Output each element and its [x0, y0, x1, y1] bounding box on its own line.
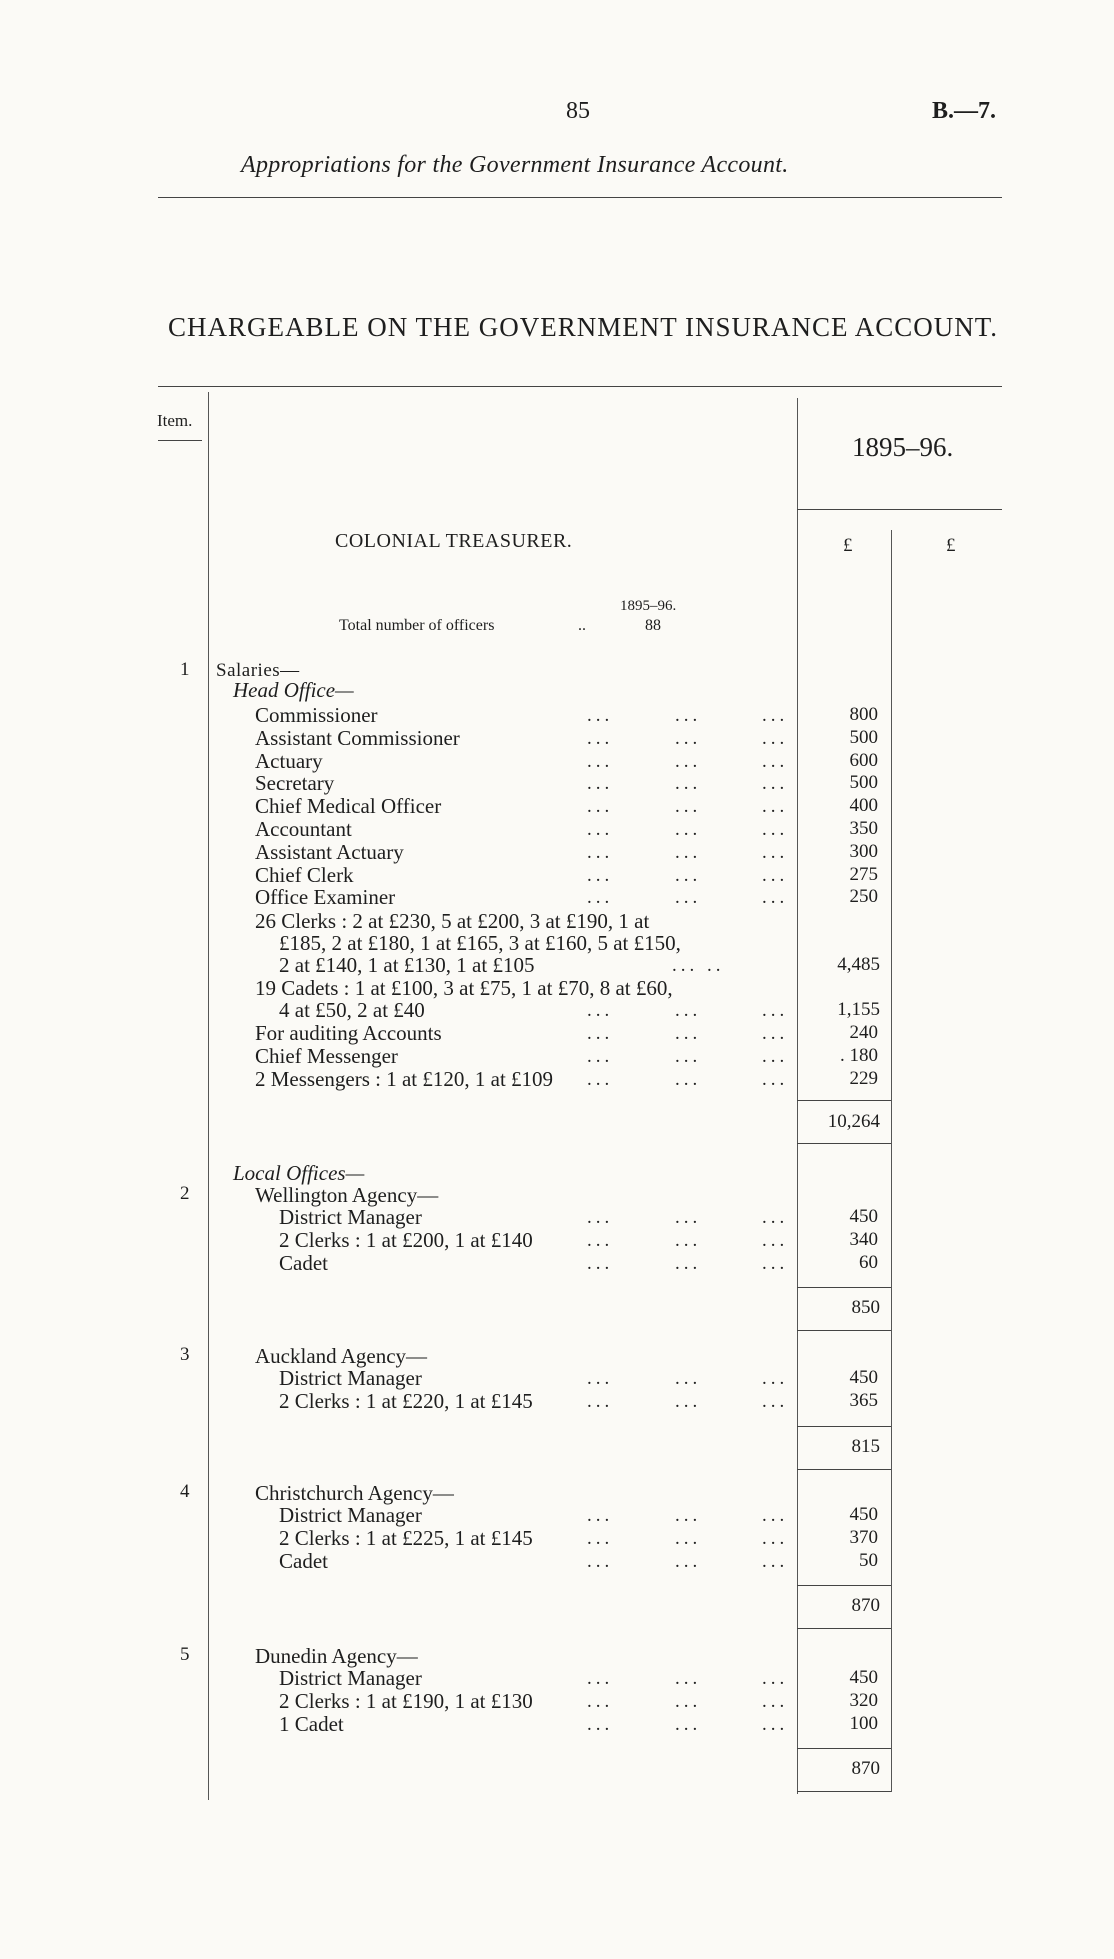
leader-dots: ... [675, 1023, 702, 1044]
pound-sign-total: £ [946, 535, 956, 556]
leader-dots: ... [675, 1690, 702, 1712]
agency-total-rule [797, 1585, 891, 1586]
ledger-row-label: 1 Cadet [279, 1711, 344, 1736]
ledger-row-amount: 800 [849, 704, 878, 725]
leader-dots: ... [762, 796, 789, 818]
agency-total-underline [797, 1469, 891, 1470]
leader-dots: ... [587, 773, 614, 795]
leader-dots: ... [675, 1368, 702, 1389]
department-heading: COLONIAL TREASURER. [335, 530, 573, 552]
leader-dots: ... [762, 705, 789, 726]
ledger-row-amount: 370 [849, 1526, 878, 1548]
cadets-leader-1: ... [587, 1000, 614, 1021]
ledger-row-amount: 275 [849, 863, 878, 885]
pound-sign-amount: £ [843, 535, 853, 556]
leader-dots: ... [675, 705, 702, 726]
total-column-rule [891, 530, 892, 1792]
cadets-leader-3: ... [762, 1000, 789, 1021]
leader-dots: ... [587, 1229, 614, 1251]
ledger-row-amount: 500 [849, 772, 878, 794]
leader-dots: ... [762, 773, 789, 795]
ledger-row-label: Accountant [255, 817, 352, 841]
leader-dots: ... [587, 796, 614, 818]
item-column-header: Item. [157, 411, 193, 430]
year-column-header: 1895–96. [852, 432, 954, 462]
leader-dots: ... [675, 819, 702, 840]
leader-dots: ... [587, 887, 614, 909]
ledger-row-label: For auditing Accounts [255, 1021, 442, 1045]
agency-name: Auckland Agency— [255, 1344, 428, 1368]
leader-dots: ... [675, 1550, 702, 1572]
leader-dots: ... [762, 1690, 789, 1712]
item-number: 4 [180, 1481, 190, 1502]
officers-label: Total number of officers [339, 617, 495, 634]
ledger-row-amount: 240 [849, 1022, 878, 1043]
agency-total: 850 [851, 1297, 880, 1319]
leader-dots: ... [762, 1527, 789, 1549]
item-header-rule [158, 440, 202, 441]
ledger-row-amount: 365 [849, 1389, 878, 1411]
leader-dots: ... [762, 1045, 789, 1067]
ledger-row-amount: 340 [849, 1228, 878, 1250]
leader-dots: ... [675, 750, 702, 772]
running-title: Appropriations for the Government Insurance Account. [241, 152, 789, 178]
ledger-row-label: 2 Clerks : 1 at £200, 1 at £140 [279, 1227, 533, 1252]
ledger-row-label: Commissioner [255, 703, 378, 727]
leader-dots: ... [762, 887, 789, 909]
leader-dots: ... [587, 1550, 614, 1572]
leader-dots: ... [675, 1390, 702, 1412]
header-rule [158, 197, 1002, 198]
clerks-line-2: £185, 2 at £180, 1 at £165, 3 at £160, 5 at £150, [279, 931, 681, 955]
leader-dots: ... [762, 1368, 789, 1389]
leader-dots: ... [587, 1713, 614, 1735]
ledger-row-label: 2 Clerks : 1 at £190, 1 at £130 [279, 1688, 533, 1713]
leader-dots: ... [587, 1068, 614, 1090]
ledger-row-amount: 600 [849, 749, 878, 771]
ledger-row-label: Chief Messenger [255, 1043, 398, 1068]
head-office-total: 10,264 [827, 1111, 880, 1132]
ledger-row-amount: 500 [849, 726, 878, 748]
salaries-label: Salaries— [216, 660, 300, 681]
agency-total-rule [797, 1426, 891, 1427]
head-office-total-rule [797, 1100, 891, 1101]
leader-dots: ... [675, 1068, 702, 1090]
leader-dots: ... [762, 1713, 789, 1735]
leader-dots: ... [587, 819, 614, 840]
leader-dots: ... [675, 1045, 702, 1067]
local-offices-label: Local Offices— [233, 1161, 365, 1185]
leader-dots: ... [675, 1229, 702, 1251]
leader-dots: ... [587, 1045, 614, 1067]
page-number: 85 [566, 98, 590, 124]
leader-dots: ... [762, 1207, 789, 1228]
leader-dots: ... [762, 1229, 789, 1251]
leader-dots: ... [762, 1023, 789, 1044]
leader-dots: ... [587, 1023, 614, 1044]
agency-total: 870 [851, 1595, 880, 1617]
leader-dots: ... [675, 864, 702, 886]
ledger-row-amount: 400 [849, 795, 878, 817]
ledger-row-amount: 450 [849, 1504, 878, 1525]
ledger-row-label: Chief Clerk [255, 862, 354, 887]
ledger-row-label: Chief Medical Officer [255, 794, 442, 819]
leader-dots: ... [762, 1505, 789, 1526]
ledger-row-label: District Manager [279, 1205, 422, 1229]
ledger-row-amount: 250 [849, 886, 878, 908]
agency-name: Dunedin Agency— [255, 1644, 418, 1668]
cadets-line-2: 4 at £50, 2 at £40 [279, 998, 425, 1022]
ledger-row-label: Office Examiner [255, 885, 396, 910]
agency-name: Wellington Agency— [255, 1183, 439, 1207]
ledger-row-amount: 300 [849, 840, 878, 862]
leader-dots: ... [762, 841, 789, 863]
ledger-row-amount: 450 [849, 1667, 878, 1688]
ledger-row-amount: 50 [859, 1549, 878, 1571]
leader-dots: ... [675, 796, 702, 818]
leader-dots: ... [675, 1207, 702, 1228]
year-header-rule [797, 509, 1002, 510]
ledger-row-label: Assistant Commissioner [255, 725, 460, 750]
leader-dots: ... [762, 864, 789, 886]
ledger-row-amount: 450 [849, 1367, 878, 1388]
leader-dots: ... [675, 1505, 702, 1526]
ledger-row-amount: 229 [849, 1067, 878, 1089]
officers-leader: .. [578, 617, 586, 634]
ledger-row-label: 2 Clerks : 1 at £225, 1 at £145 [279, 1525, 533, 1550]
item-number: 5 [180, 1644, 190, 1665]
leader-dots: ... [587, 727, 614, 749]
leader-dots: ... [762, 750, 789, 772]
leader-dots: ... [675, 773, 702, 795]
leader-dots: ... [587, 1390, 614, 1412]
ledger-row-label: Cadet [279, 1548, 328, 1573]
clerks-line-1: 26 Clerks : 2 at £230, 5 at £200, 3 at £190, 1 at [255, 909, 650, 933]
ledger-row-amount: 100 [849, 1712, 878, 1734]
leader-dots: ... [762, 1550, 789, 1572]
leader-dots: ... [587, 1368, 614, 1389]
leader-dots: ... [587, 1690, 614, 1712]
head-office-total-underline [797, 1143, 891, 1144]
leader-dots: ... [762, 1668, 789, 1689]
ledger-row-label: Assistant Actuary [255, 839, 404, 864]
ledger-row-amount: 60 [859, 1251, 878, 1273]
leader-dots: ... [762, 1252, 789, 1274]
ledger-row-amount: . 180 [840, 1044, 878, 1066]
clerks-amount: 4,485 [837, 954, 880, 975]
document-code: B.—7. [932, 98, 997, 124]
agency-total: 870 [851, 1758, 880, 1780]
leader-dots: ... [675, 1713, 702, 1735]
ledger-row-amount: 320 [849, 1689, 878, 1711]
ledger-row-label: Cadet [279, 1250, 328, 1275]
leader-dots: ... [587, 1527, 614, 1549]
leader-dots: ... [762, 727, 789, 749]
clerks-leader: ... .. [672, 955, 725, 976]
leader-dots: ... [587, 1252, 614, 1274]
ledger-row-label: District Manager [279, 1503, 422, 1527]
main-heading: CHARGEABLE ON THE GOVERNMENT INSURANCE ACCOUNT. [167, 312, 998, 342]
leader-dots: ... [675, 727, 702, 749]
ledger-row-amount: 350 [849, 818, 878, 839]
clerks-line-3: 2 at £140, 1 at £130, 1 at £105 [279, 953, 535, 977]
agency-total-underline [797, 1628, 891, 1629]
heading-rule [158, 386, 1002, 387]
item-number: 3 [180, 1344, 190, 1365]
ledger-row-label: District Manager [279, 1366, 422, 1390]
agency-total-rule [797, 1748, 891, 1749]
cadets-amount: 1,155 [837, 999, 880, 1020]
leader-dots: ... [587, 1668, 614, 1689]
agency-name: Christchurch Agency— [255, 1481, 454, 1505]
ledger-row-label: Actuary [255, 748, 323, 773]
leader-dots: ... [675, 841, 702, 863]
leader-dots: ... [762, 819, 789, 840]
item-number: 1 [180, 659, 190, 680]
officers-year: 1895–96. [620, 598, 677, 614]
leader-dots: ... [675, 887, 702, 909]
agency-total-underline [797, 1791, 891, 1792]
leader-dots: ... [587, 750, 614, 772]
leader-dots: ... [587, 841, 614, 863]
officers-count: 88 [645, 617, 661, 634]
ledger-row-label: 2 Clerks : 1 at £220, 1 at £145 [279, 1388, 533, 1413]
item-column-rule [208, 392, 209, 1800]
leader-dots: ... [587, 1505, 614, 1526]
leader-dots: ... [587, 864, 614, 886]
leader-dots: ... [762, 1390, 789, 1412]
agency-total: 815 [851, 1435, 880, 1457]
agency-total-rule [797, 1287, 891, 1288]
cadets-line-1: 19 Cadets : 1 at £100, 3 at £75, 1 at £70, 8 at £60, [255, 976, 673, 1000]
ledger-row-label: 2 Messengers : 1 at £120, 1 at £109 [255, 1066, 554, 1091]
ledger-row-amount: 450 [849, 1206, 878, 1227]
item-number: 2 [180, 1183, 190, 1204]
agency-total-underline [797, 1330, 891, 1331]
ledger-row-label: Secretary [255, 771, 335, 796]
leader-dots: ... [675, 1668, 702, 1689]
leader-dots: ... [762, 1068, 789, 1090]
leader-dots: ... [587, 1207, 614, 1228]
leader-dots: ... [675, 1252, 702, 1274]
leader-dots: ... [675, 1527, 702, 1549]
leader-dots: ... [587, 705, 614, 726]
cadets-leader-2: ... [675, 1000, 702, 1021]
ledger-row-label: District Manager [279, 1666, 422, 1690]
head-office-label: Head Office— [233, 678, 354, 702]
